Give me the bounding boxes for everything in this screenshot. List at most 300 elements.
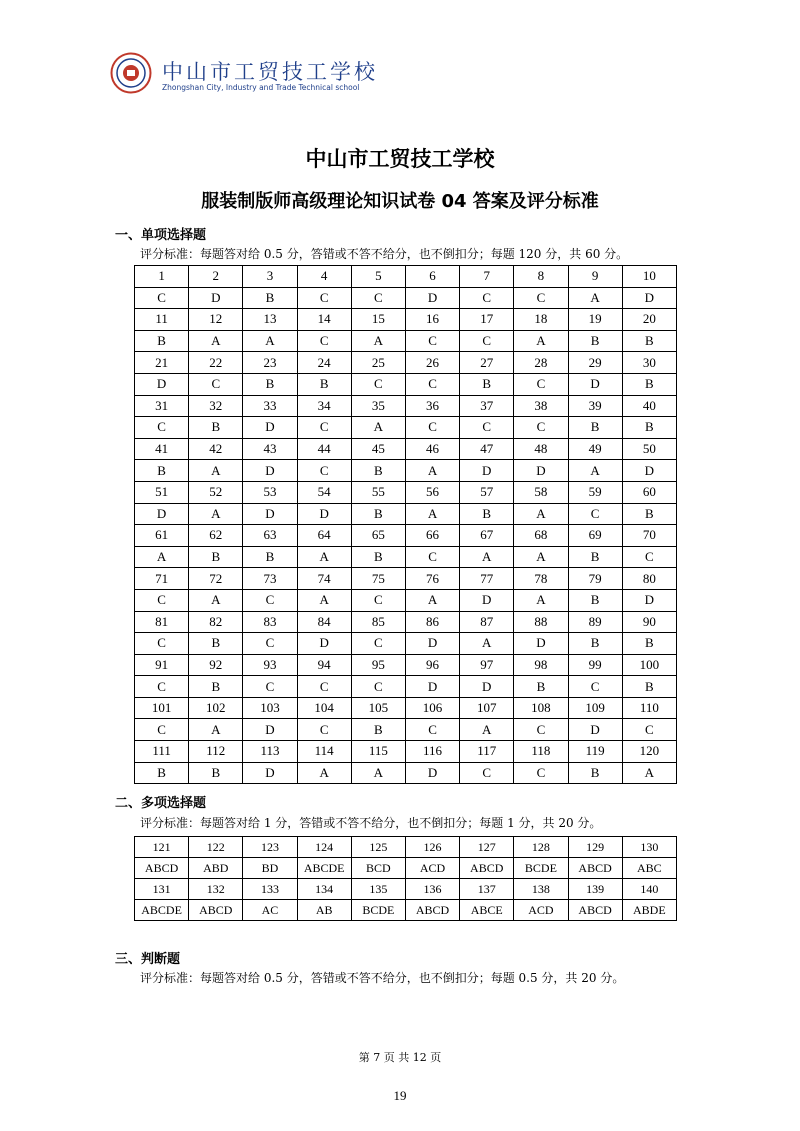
- answer-cell: B: [568, 330, 622, 352]
- answer-cell: B: [351, 546, 405, 568]
- answer-cell: B: [460, 373, 514, 395]
- answer-cell: A: [189, 460, 243, 482]
- answer-cell: D: [243, 503, 297, 525]
- question-number-cell: 96: [405, 654, 459, 676]
- answer-cell: B: [189, 676, 243, 698]
- answer-cell: B: [351, 503, 405, 525]
- answer-cell: B: [514, 676, 568, 698]
- answer-cell: C: [135, 633, 189, 655]
- section2-rule: 评分标准：每题答对给 1 分，答错或不答不给分，也不倒扣分；每题 1 分，共 20 分。: [140, 816, 602, 830]
- question-number-cell: 111: [135, 741, 189, 763]
- question-number-cell: 3: [243, 266, 297, 288]
- question-number-cell: 82: [189, 611, 243, 633]
- question-number-cell: 53: [243, 481, 297, 503]
- question-number-cell: 132: [189, 879, 243, 900]
- answer-cell: A: [189, 719, 243, 741]
- question-number-cell: 45: [351, 438, 405, 460]
- question-number-cell: 59: [568, 481, 622, 503]
- section1-rule: 评分标准：每题答对给 0.5 分，答错或不答不给分，也不倒扣分；每题 120 分，共 60 分。: [140, 247, 629, 261]
- single-choice-answer-table: [134, 265, 677, 784]
- answer-row: [135, 589, 677, 611]
- question-number-cell: 138: [514, 879, 568, 900]
- section3-heading: 三、判断题: [115, 952, 181, 967]
- question-number-cell: 57: [460, 481, 514, 503]
- question-number-cell: 13: [243, 309, 297, 331]
- question-number-cell: 5: [351, 266, 405, 288]
- answer-cell: C: [297, 287, 351, 309]
- answer-cell: A: [460, 719, 514, 741]
- question-number-cell: 135: [351, 879, 405, 900]
- answer-cell: D: [135, 373, 189, 395]
- school-seal-icon: [110, 52, 152, 94]
- question-number-row: [135, 525, 677, 547]
- question-number-cell: 41: [135, 438, 189, 460]
- answer-cell: C: [297, 330, 351, 352]
- question-number-cell: 37: [460, 395, 514, 417]
- question-number-cell: 106: [405, 697, 459, 719]
- answer-cell: A: [297, 762, 351, 784]
- question-number-cell: 81: [135, 611, 189, 633]
- answer-cell: C: [514, 287, 568, 309]
- answer-cell: C: [135, 417, 189, 439]
- answer-row: [135, 330, 677, 352]
- answer-cell: D: [460, 589, 514, 611]
- answer-cell: C: [622, 719, 676, 741]
- answer-cell: D: [568, 719, 622, 741]
- question-number-cell: 25: [351, 352, 405, 374]
- question-number-cell: 51: [135, 481, 189, 503]
- answer-cell: AB: [297, 900, 351, 921]
- question-number-cell: 61: [135, 525, 189, 547]
- answer-cell: B: [351, 719, 405, 741]
- section1-heading: 一、单项选择题: [115, 228, 207, 243]
- answer-cell: ABCD: [189, 900, 243, 921]
- question-number-cell: 70: [622, 525, 676, 547]
- answer-cell: C: [460, 762, 514, 784]
- question-number-cell: 95: [351, 654, 405, 676]
- question-number-cell: 127: [460, 837, 514, 858]
- question-number-cell: 98: [514, 654, 568, 676]
- question-number-row: [135, 654, 677, 676]
- question-number-cell: 83: [243, 611, 297, 633]
- answer-cell: B: [189, 546, 243, 568]
- answer-cell: D: [622, 460, 676, 482]
- question-number-cell: 92: [189, 654, 243, 676]
- question-number-cell: 50: [622, 438, 676, 460]
- answer-cell: D: [514, 460, 568, 482]
- answer-cell: D: [297, 503, 351, 525]
- question-number-cell: 104: [297, 697, 351, 719]
- answer-cell: B: [460, 503, 514, 525]
- question-number-cell: 112: [189, 741, 243, 763]
- question-number-cell: 19: [568, 309, 622, 331]
- answer-cell: D: [243, 460, 297, 482]
- answer-cell: B: [135, 330, 189, 352]
- question-number-cell: 126: [405, 837, 459, 858]
- answer-cell: C: [351, 676, 405, 698]
- question-number-cell: 14: [297, 309, 351, 331]
- answer-cell: A: [568, 460, 622, 482]
- question-number-cell: 94: [297, 654, 351, 676]
- answer-cell: D: [405, 762, 459, 784]
- question-number-cell: 136: [405, 879, 459, 900]
- answer-cell: ABCE: [460, 900, 514, 921]
- answer-cell: ABCDE: [297, 858, 351, 879]
- question-number-cell: 91: [135, 654, 189, 676]
- question-number-cell: 140: [622, 879, 676, 900]
- question-number-cell: 109: [568, 697, 622, 719]
- answer-cell: A: [351, 330, 405, 352]
- question-number-row: [135, 611, 677, 633]
- question-number-cell: 117: [460, 741, 514, 763]
- question-number-cell: 52: [189, 481, 243, 503]
- question-number-cell: 120: [622, 741, 676, 763]
- question-number-cell: 16: [405, 309, 459, 331]
- question-number-cell: 86: [405, 611, 459, 633]
- question-number-cell: 113: [243, 741, 297, 763]
- question-number-cell: 28: [514, 352, 568, 374]
- question-number-cell: 77: [460, 568, 514, 590]
- answer-cell: B: [622, 676, 676, 698]
- answer-cell: B: [568, 762, 622, 784]
- question-number-cell: 56: [405, 481, 459, 503]
- school-name-cn: 中山市工贸技工学校: [162, 60, 378, 84]
- answer-cell: D: [514, 633, 568, 655]
- answer-cell: D: [243, 762, 297, 784]
- answer-cell: ABCD: [405, 900, 459, 921]
- answer-cell: ABCD: [460, 858, 514, 879]
- question-number-cell: 1: [135, 266, 189, 288]
- question-number-cell: 64: [297, 525, 351, 547]
- question-number-cell: 97: [460, 654, 514, 676]
- answer-row: [135, 373, 677, 395]
- answer-cell: A: [189, 330, 243, 352]
- question-number-cell: 29: [568, 352, 622, 374]
- answer-cell: ACD: [514, 900, 568, 921]
- answer-cell: A: [514, 330, 568, 352]
- answer-cell: B: [568, 633, 622, 655]
- question-number-cell: 20: [622, 309, 676, 331]
- answer-cell: B: [243, 287, 297, 309]
- question-number-row: [135, 741, 677, 763]
- question-number-cell: 134: [297, 879, 351, 900]
- question-number-cell: 71: [135, 568, 189, 590]
- answer-cell: ABD: [189, 858, 243, 879]
- section3-rule: 评分标准：每题答对给 0.5 分，答错或不答不给分，也不倒扣分；每题 0.5 分，共 20 分。: [140, 971, 625, 985]
- question-number-cell: 114: [297, 741, 351, 763]
- answer-cell: ABCDE: [135, 900, 189, 921]
- answer-row: [135, 676, 677, 698]
- question-number-cell: 46: [405, 438, 459, 460]
- question-number-cell: 35: [351, 395, 405, 417]
- question-number-cell: 65: [351, 525, 405, 547]
- question-number-row: [135, 568, 677, 590]
- answer-cell: C: [297, 676, 351, 698]
- question-number-cell: 85: [351, 611, 405, 633]
- question-number-cell: 115: [351, 741, 405, 763]
- question-number-cell: 80: [622, 568, 676, 590]
- page-subtitle: 服装制版师高级理论知识试卷 04 答案及评分标准: [201, 191, 599, 212]
- answer-cell: C: [405, 417, 459, 439]
- answer-cell: BCD: [351, 858, 405, 879]
- answer-cell: C: [460, 417, 514, 439]
- page-info: 第 7 页 共 12 页: [358, 1051, 442, 1064]
- answer-cell: A: [405, 503, 459, 525]
- question-number-cell: 116: [405, 741, 459, 763]
- answer-cell: D: [568, 373, 622, 395]
- question-number-cell: 44: [297, 438, 351, 460]
- answer-cell: D: [622, 589, 676, 611]
- question-number-cell: 38: [514, 395, 568, 417]
- question-number-cell: 60: [622, 481, 676, 503]
- question-number-cell: 90: [622, 611, 676, 633]
- answer-cell: A: [405, 460, 459, 482]
- answer-cell: A: [568, 287, 622, 309]
- question-number-cell: 124: [297, 837, 351, 858]
- answer-cell: C: [351, 589, 405, 611]
- question-number-cell: 9: [568, 266, 622, 288]
- answer-cell: C: [568, 503, 622, 525]
- school-logo: [110, 50, 378, 100]
- answer-cell: A: [135, 546, 189, 568]
- question-number-cell: 129: [568, 837, 622, 858]
- answer-cell: C: [351, 287, 405, 309]
- question-number-cell: 133: [243, 879, 297, 900]
- answer-row: [135, 546, 677, 568]
- question-number-cell: 103: [243, 697, 297, 719]
- answer-cell: A: [514, 546, 568, 568]
- question-number-cell: 105: [351, 697, 405, 719]
- question-number-cell: 11: [135, 309, 189, 331]
- answer-cell: C: [405, 330, 459, 352]
- answer-cell: D: [189, 287, 243, 309]
- question-number-cell: 39: [568, 395, 622, 417]
- question-number-cell: 21: [135, 352, 189, 374]
- question-number-cell: 18: [514, 309, 568, 331]
- answer-cell: B: [622, 633, 676, 655]
- answer-cell: A: [622, 762, 676, 784]
- question-number-row: [135, 309, 677, 331]
- question-number-cell: 99: [568, 654, 622, 676]
- answer-row: [135, 633, 677, 655]
- answer-cell: A: [189, 503, 243, 525]
- question-number-cell: 78: [514, 568, 568, 590]
- answer-cell: A: [351, 762, 405, 784]
- question-number-cell: 100: [622, 654, 676, 676]
- question-number-cell: 31: [135, 395, 189, 417]
- answer-cell: B: [135, 460, 189, 482]
- question-number-cell: 87: [460, 611, 514, 633]
- answer-row: [135, 417, 677, 439]
- question-number-cell: 119: [568, 741, 622, 763]
- answer-cell: C: [460, 287, 514, 309]
- answer-cell: C: [135, 589, 189, 611]
- question-number-cell: 66: [405, 525, 459, 547]
- answer-cell: A: [351, 417, 405, 439]
- question-number-row: [135, 697, 677, 719]
- answer-cell: C: [243, 633, 297, 655]
- answer-cell: A: [514, 589, 568, 611]
- question-number-cell: 102: [189, 697, 243, 719]
- question-number-cell: 121: [135, 837, 189, 858]
- answer-cell: D: [405, 287, 459, 309]
- answer-cell: B: [568, 546, 622, 568]
- question-number-cell: 63: [243, 525, 297, 547]
- question-number-cell: 68: [514, 525, 568, 547]
- answer-cell: B: [135, 762, 189, 784]
- answer-cell: ABCD: [568, 900, 622, 921]
- question-number-row: [135, 837, 677, 858]
- question-number-cell: 47: [460, 438, 514, 460]
- answer-cell: BCDE: [514, 858, 568, 879]
- answer-cell: D: [405, 676, 459, 698]
- question-number-cell: 108: [514, 697, 568, 719]
- question-number-cell: 48: [514, 438, 568, 460]
- answer-cell: C: [514, 762, 568, 784]
- question-number-cell: 26: [405, 352, 459, 374]
- question-number-cell: 36: [405, 395, 459, 417]
- question-number-cell: 15: [351, 309, 405, 331]
- question-number-row: [135, 395, 677, 417]
- answer-cell: C: [568, 676, 622, 698]
- answer-cell: A: [189, 589, 243, 611]
- answer-cell: B: [243, 546, 297, 568]
- question-number-cell: 7: [460, 266, 514, 288]
- answer-cell: C: [405, 719, 459, 741]
- answer-cell: C: [297, 719, 351, 741]
- answer-cell: C: [351, 633, 405, 655]
- question-number-row: [135, 438, 677, 460]
- answer-row: [135, 460, 677, 482]
- question-number-cell: 139: [568, 879, 622, 900]
- question-number-cell: 118: [514, 741, 568, 763]
- answer-cell: C: [297, 417, 351, 439]
- question-number-cell: 49: [568, 438, 622, 460]
- answer-cell: D: [243, 719, 297, 741]
- question-number-cell: 137: [460, 879, 514, 900]
- answer-cell: BCDE: [351, 900, 405, 921]
- answer-cell: B: [189, 762, 243, 784]
- answer-cell: A: [460, 546, 514, 568]
- answer-cell: D: [243, 417, 297, 439]
- answer-cell: C: [514, 719, 568, 741]
- answer-cell: D: [297, 633, 351, 655]
- question-number-cell: 24: [297, 352, 351, 374]
- answer-cell: B: [189, 633, 243, 655]
- question-number-cell: 75: [351, 568, 405, 590]
- question-number-cell: 30: [622, 352, 676, 374]
- question-number-cell: 2: [189, 266, 243, 288]
- multi-choice-answer-table: [134, 836, 677, 921]
- question-number-row: [135, 481, 677, 503]
- question-number-cell: 101: [135, 697, 189, 719]
- question-number-cell: 88: [514, 611, 568, 633]
- question-number-cell: 79: [568, 568, 622, 590]
- answer-cell: D: [622, 287, 676, 309]
- question-number-cell: 6: [405, 266, 459, 288]
- answer-cell: C: [135, 719, 189, 741]
- answer-cell: C: [243, 676, 297, 698]
- answer-cell: B: [351, 460, 405, 482]
- question-number-cell: 73: [243, 568, 297, 590]
- answer-cell: B: [622, 503, 676, 525]
- answer-cell: ABCD: [135, 858, 189, 879]
- answer-cell: C: [243, 589, 297, 611]
- question-number-cell: 22: [189, 352, 243, 374]
- question-number-cell: 74: [297, 568, 351, 590]
- answer-cell: ABC: [622, 858, 676, 879]
- answer-cell: A: [297, 589, 351, 611]
- answer-cell: BD: [243, 858, 297, 879]
- answer-cell: C: [351, 373, 405, 395]
- answer-row: [135, 719, 677, 741]
- question-number-cell: 128: [514, 837, 568, 858]
- question-number-cell: 43: [243, 438, 297, 460]
- question-number-cell: 62: [189, 525, 243, 547]
- answer-cell: B: [568, 589, 622, 611]
- question-number-cell: 54: [297, 481, 351, 503]
- answer-cell: B: [568, 417, 622, 439]
- answer-cell: D: [405, 633, 459, 655]
- section2-heading: 二、多项选择题: [115, 796, 207, 811]
- answer-cell: C: [514, 417, 568, 439]
- answer-cell: C: [135, 676, 189, 698]
- answer-cell: A: [297, 546, 351, 568]
- answer-cell: ABCD: [568, 858, 622, 879]
- question-number-cell: 93: [243, 654, 297, 676]
- question-number-cell: 58: [514, 481, 568, 503]
- answer-cell: ACD: [405, 858, 459, 879]
- answer-row: [135, 762, 677, 784]
- question-number-cell: 84: [297, 611, 351, 633]
- question-number-cell: 131: [135, 879, 189, 900]
- answer-row: [135, 287, 677, 309]
- question-number-cell: 110: [622, 697, 676, 719]
- question-number-row: [135, 879, 677, 900]
- answer-cell: AC: [243, 900, 297, 921]
- question-number-cell: 8: [514, 266, 568, 288]
- answer-cell: D: [460, 460, 514, 482]
- question-number-cell: 42: [189, 438, 243, 460]
- question-number-cell: 12: [189, 309, 243, 331]
- answer-cell: C: [297, 460, 351, 482]
- answer-cell: C: [405, 373, 459, 395]
- answer-cell: C: [135, 287, 189, 309]
- question-number-cell: 34: [297, 395, 351, 417]
- answer-cell: B: [622, 373, 676, 395]
- answer-cell: B: [622, 417, 676, 439]
- answer-cell: C: [460, 330, 514, 352]
- answer-cell: D: [460, 676, 514, 698]
- question-number-cell: 122: [189, 837, 243, 858]
- question-number-cell: 130: [622, 837, 676, 858]
- school-name-en: Zhongshan City, Industry and Trade Technical school: [162, 83, 360, 92]
- answer-cell: B: [622, 330, 676, 352]
- question-number-cell: 89: [568, 611, 622, 633]
- page-title: 中山市工贸技工学校: [305, 147, 495, 171]
- answer-row: [135, 900, 677, 921]
- question-number-cell: 67: [460, 525, 514, 547]
- question-number-cell: 125: [351, 837, 405, 858]
- answer-cell: C: [514, 373, 568, 395]
- answer-cell: A: [514, 503, 568, 525]
- question-number-cell: 17: [460, 309, 514, 331]
- answer-cell: ABDE: [622, 900, 676, 921]
- answer-cell: C: [189, 373, 243, 395]
- question-number-cell: 4: [297, 266, 351, 288]
- answer-cell: B: [297, 373, 351, 395]
- answer-row: [135, 503, 677, 525]
